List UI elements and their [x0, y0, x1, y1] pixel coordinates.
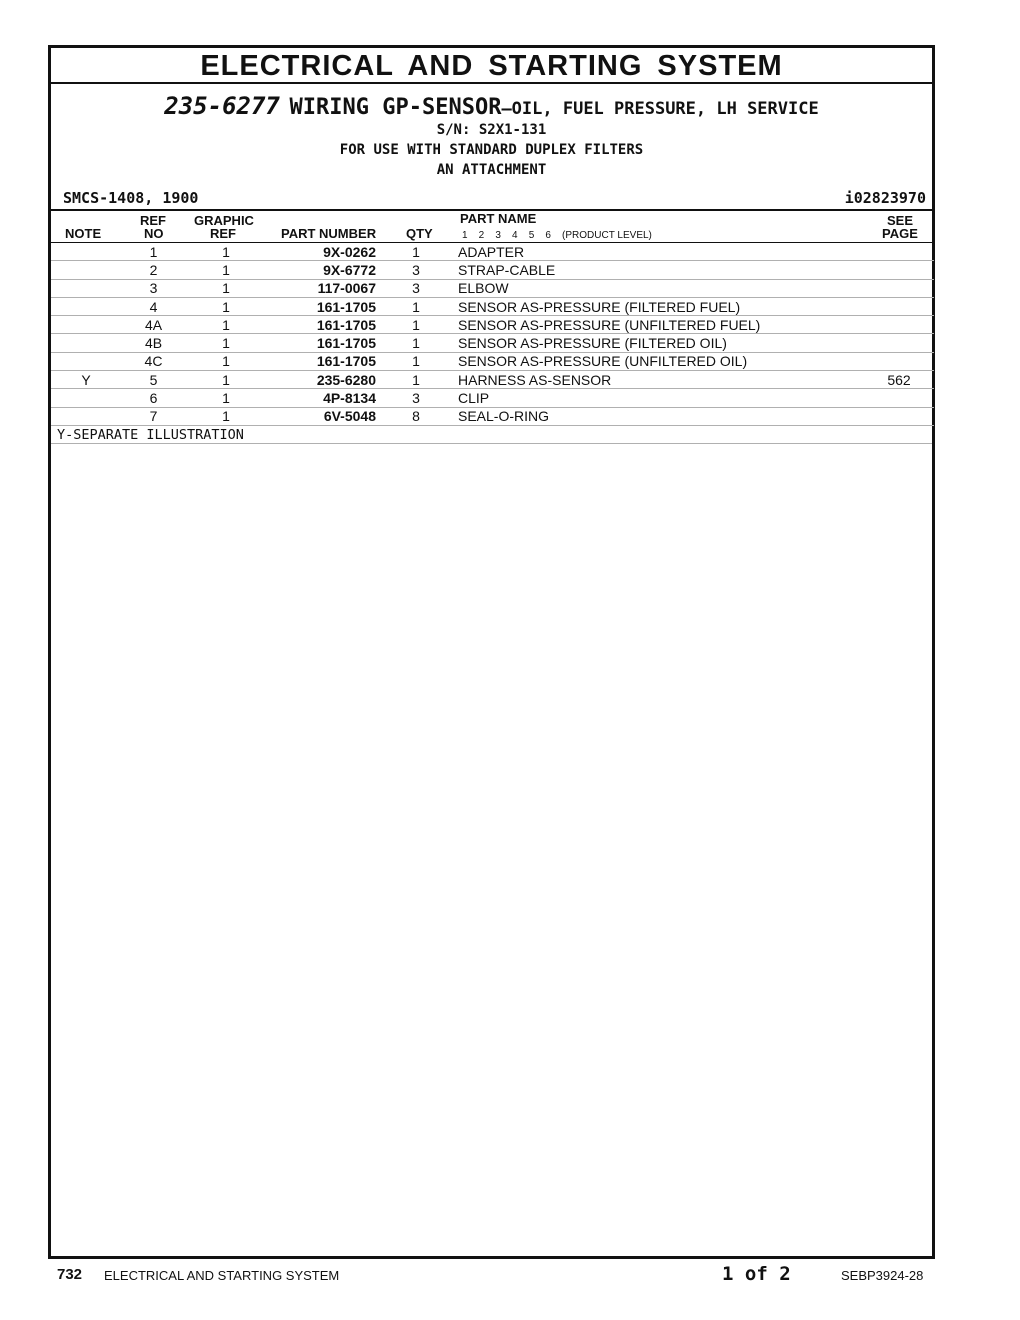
note-cell — [51, 297, 121, 315]
table-row — [51, 334, 934, 352]
graphic-ref-cell: 1 — [186, 297, 266, 315]
part-number-cell: 161-1705 — [266, 316, 376, 334]
part-name-cell: STRAP-CABLE — [456, 261, 864, 279]
ref-no-cell: 3 — [121, 279, 186, 297]
part-name-cell: SENSOR AS-PRESSURE (UNFILTERED OIL) — [456, 352, 864, 370]
group-subtitle: —OIL, FUEL PRESSURE, LH SERVICE — [501, 99, 819, 119]
graphic-ref-cell: 1 — [186, 243, 266, 261]
ref-no-cell: 2 — [121, 261, 186, 279]
header-part-number: PART NUMBER — [281, 226, 377, 241]
qty-cell: 1 — [376, 316, 456, 334]
table-row — [51, 243, 934, 261]
table-row — [51, 297, 934, 315]
part-number-cell: 161-1705 — [266, 297, 376, 315]
section-title: ELECTRICAL AND STARTING SYSTEM — [51, 48, 932, 84]
document-number: SEBP3924-28 — [841, 1268, 924, 1283]
header-see-bottom: PAGE — [882, 226, 918, 241]
ref-no-cell: 4A — [121, 316, 186, 334]
header-ref-top: REF — [140, 213, 166, 228]
see-page-cell — [864, 261, 934, 279]
note-cell — [51, 352, 121, 370]
part-number-cell: 161-1705 — [266, 352, 376, 370]
part-number-cell: 9X-6772 — [266, 261, 376, 279]
qty-cell: 1 — [376, 297, 456, 315]
meta-row — [51, 187, 932, 211]
graphic-ref-cell: 1 — [186, 407, 266, 425]
note-cell — [51, 334, 121, 352]
qty-cell: 3 — [376, 279, 456, 297]
part-number-cell: 235-6280 — [266, 371, 376, 389]
part-number-cell: 6V-5048 — [266, 407, 376, 425]
note-cell — [51, 407, 121, 425]
qty-cell: 1 — [376, 352, 456, 370]
graphic-ref-cell: 1 — [186, 279, 266, 297]
part-name-cell: ADAPTER — [456, 243, 864, 261]
usage-note: FOR USE WITH STANDARD DUPLEX FILTERS — [339, 142, 644, 158]
ref-no-cell: 4C — [121, 352, 186, 370]
group-name: WIRING GP-SENSOR — [289, 95, 502, 120]
graphic-ref-cell: 1 — [186, 352, 266, 370]
table-row — [51, 371, 934, 389]
qty-cell: 1 — [376, 334, 456, 352]
part-number-cell: 117-0067 — [266, 279, 376, 297]
part-name-cell: CLIP — [456, 389, 864, 407]
see-page-cell — [864, 279, 934, 297]
smcs-code: SMCS-1408, 1900 — [63, 189, 199, 207]
header-graphic-top: GRAPHIC — [194, 213, 254, 228]
table-row — [51, 352, 934, 370]
part-name-cell: SENSOR AS-PRESSURE (FILTERED OIL) — [456, 334, 864, 352]
header-note: NOTE — [65, 226, 102, 241]
graphic-ref-cell: 1 — [186, 389, 266, 407]
header-graphic-bottom: REF — [210, 226, 236, 241]
qty-cell: 1 — [376, 371, 456, 389]
see-page-cell — [864, 407, 934, 425]
header-ref-bottom: NO — [144, 226, 164, 241]
note-cell — [51, 243, 121, 261]
see-page-cell: 562 — [864, 371, 934, 389]
part-number-cell: 4P-8134 — [266, 389, 376, 407]
parts-page-frame — [48, 45, 935, 1259]
illustration-id: i02823970 — [844, 189, 926, 207]
see-page-cell — [864, 297, 934, 315]
see-page-cell — [864, 316, 934, 334]
part-name-cell: SENSOR AS-PRESSURE (UNFILTERED FUEL) — [456, 316, 864, 334]
note-cell — [51, 261, 121, 279]
footnote: Y-SEPARATE ILLUSTRATION — [51, 426, 932, 444]
table-row — [51, 316, 934, 334]
table-row — [51, 407, 934, 425]
parts-table — [51, 243, 934, 426]
ref-no-cell: 7 — [121, 407, 186, 425]
note-cell — [51, 389, 121, 407]
qty-cell: 3 — [376, 261, 456, 279]
page-footer — [0, 1263, 1020, 1288]
note-cell — [51, 279, 121, 297]
qty-cell: 8 — [376, 407, 456, 425]
part-number-cell: 161-1705 — [266, 334, 376, 352]
ref-no-cell: 6 — [121, 389, 186, 407]
see-page-cell — [864, 334, 934, 352]
table-row — [51, 279, 934, 297]
serial-number: S/N: S2X1-131 — [436, 122, 547, 138]
see-page-cell — [864, 389, 934, 407]
part-name-cell: ELBOW — [456, 279, 864, 297]
group-number: 235-6277 — [164, 92, 280, 120]
header-part-name: PART NAME — [460, 211, 537, 226]
part-number-cell: 9X-0262 — [266, 243, 376, 261]
ref-no-cell: 4B — [121, 334, 186, 352]
table-header — [51, 211, 932, 243]
graphic-ref-cell: 1 — [186, 334, 266, 352]
ref-no-cell: 4 — [121, 297, 186, 315]
graphic-ref-cell: 1 — [186, 316, 266, 334]
part-name-cell: SENSOR AS-PRESSURE (FILTERED FUEL) — [456, 297, 864, 315]
graphic-ref-cell: 1 — [186, 371, 266, 389]
part-name-cell: SEAL-O-RING — [456, 407, 864, 425]
page-number: 732 — [57, 1266, 83, 1283]
group-title — [51, 92, 932, 120]
ref-no-cell: 1 — [121, 243, 186, 261]
header-see-top: SEE — [887, 213, 914, 228]
qty-cell: 3 — [376, 389, 456, 407]
table-row — [51, 261, 934, 279]
header-product-levels: 1 2 3 4 5 6 (PRODUCT LEVEL) — [462, 230, 652, 241]
see-page-cell — [864, 243, 934, 261]
part-name-cell: HARNESS AS-SENSOR — [456, 371, 864, 389]
ref-no-cell: 5 — [121, 371, 186, 389]
attachment-note: AN ATTACHMENT — [436, 162, 547, 178]
sheet-indicator: 1 of 2 — [722, 1263, 791, 1285]
footer-section: ELECTRICAL AND STARTING SYSTEM — [104, 1268, 340, 1283]
note-cell: Y — [51, 371, 121, 389]
see-page-cell — [864, 352, 934, 370]
table-row — [51, 389, 934, 407]
header-qty: QTY — [406, 226, 433, 241]
note-cell — [51, 316, 121, 334]
graphic-ref-cell: 1 — [186, 261, 266, 279]
qty-cell: 1 — [376, 243, 456, 261]
